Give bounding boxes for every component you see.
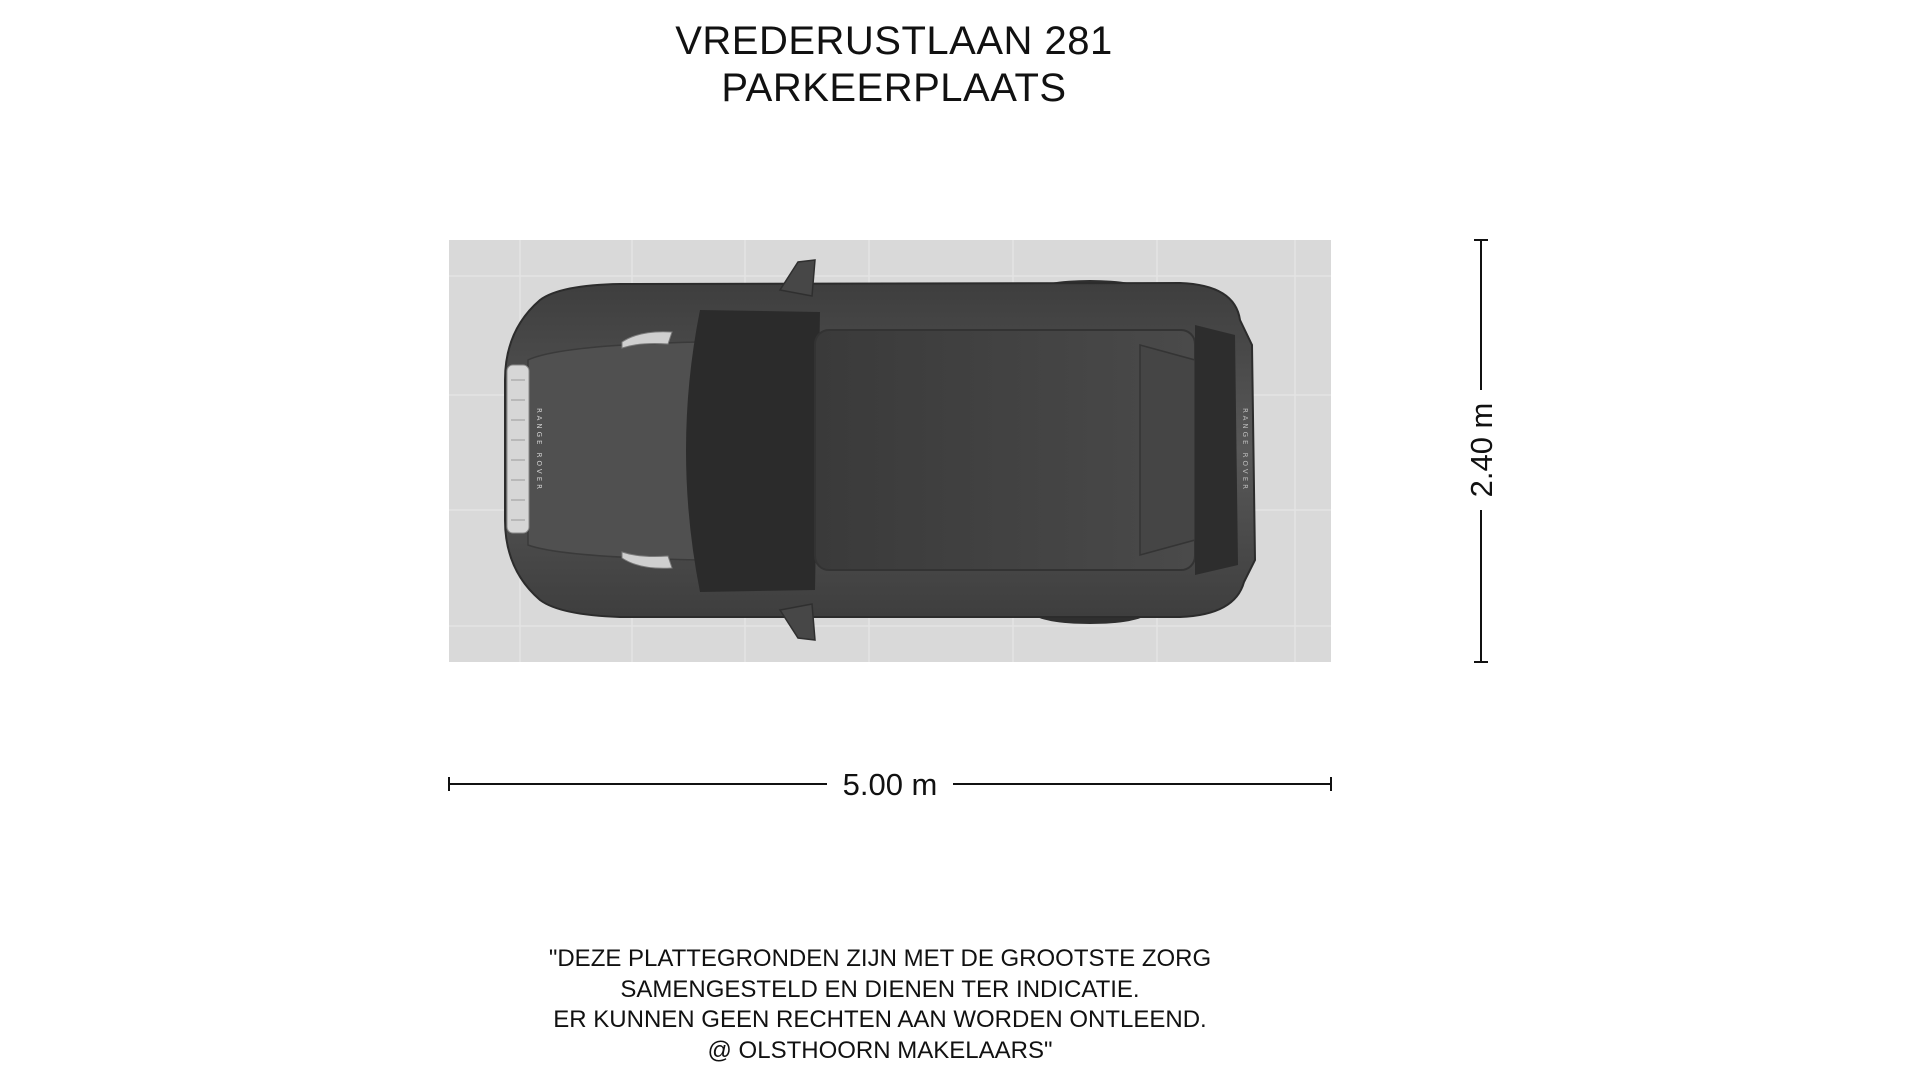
address-title: VREDERUSTLAAN 281 (675, 19, 1113, 63)
room-title: PARKEERPLAATS (721, 66, 1067, 110)
disclaimer-line-2: SAMENGESTELD EN DIENEN TER INDICATIE. (620, 975, 1140, 1003)
dimension-depth-label: 2.40 m (1464, 402, 1499, 498)
disclaimer-line-1: "DEZE PLATTEGRONDEN ZIJN MET DE GROOTSTE ZORG (548, 945, 1212, 972)
car-roof (815, 330, 1195, 570)
disclaimer-line-3: ER KUNNEN GEEN RECHTEN AAN WORDEN ONTLEEND. (553, 1006, 1207, 1033)
car-grille (507, 365, 529, 533)
car-badge-front: RANGE ROVER (535, 407, 543, 493)
car-hood (528, 342, 700, 560)
car-windshield (686, 310, 820, 592)
dimension-width-label: 5.00 m (842, 767, 938, 802)
disclaimer (0, 944, 1760, 1066)
disclaimer-line-4: @ OLSTHOORN MAKELAARS" (707, 1036, 1053, 1064)
car-badge-rear: RANGE ROVER (1241, 407, 1249, 493)
car-rear-window (1195, 325, 1238, 575)
car-top-view (505, 260, 1255, 640)
